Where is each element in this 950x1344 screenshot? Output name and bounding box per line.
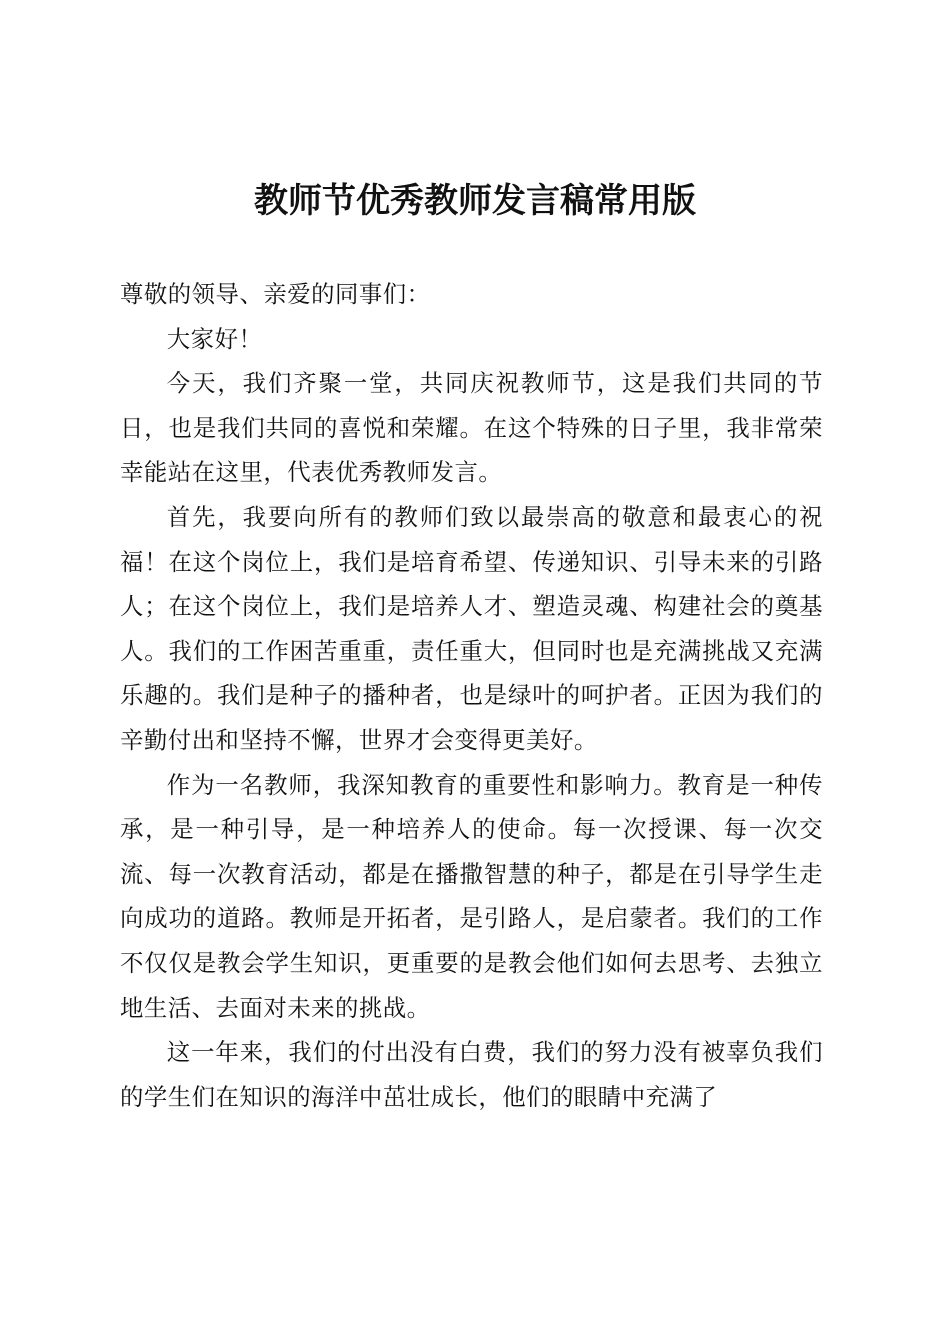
paragraph-education: 作为一名教师，我深知教育的重要性和影响力。教育是一种传承，是一种引导，是一种培养人的使命。每一次授课、每一次交流、每一次教育活动，都是在播撒智慧的种子，都是在引导学生走向成功的道路。教师是开拓者，是引路人，是启蒙者。我们的工作不仅仅是教会学生知识，更重要的是教会他们如何去思考、去独立地生活、去面对未来的挑战。 bbox=[120, 770, 823, 1022]
paragraph-intro: 今天，我们齐聚一堂，共同庆祝教师节，这是我们共同的节日，也是我们共同的喜悦和荣耀。在这个特殊的日子里，我非常荣幸能站在这里，代表优秀教师发言。 bbox=[120, 369, 823, 487]
salutation: 尊敬的领导、亲爱的同事们： bbox=[120, 280, 431, 308]
document-title: 教师节优秀教师发言稿常用版 bbox=[254, 181, 696, 221]
paragraph-achievements: 这一年来，我们的付出没有白费，我们的努力没有被辜负我们的学生们在知识的海洋中茁壮成长，他们的眼睛中充满了 bbox=[120, 1038, 823, 1111]
paragraph-respect: 首先，我要向所有的教师们致以最崇高的敬意和最衷心的祝福！在这个岗位上，我们是培育希望、传递知识、引导未来的引路人；在这个岗位上，我们是培养人才、塑造灵魂、构建社会的奠基人。我们的工作困苦重重，责任重大，但同时也是充满挑战又充满乐趣的。我们是种子的播种者，也是绿叶的呵护者。正因为我们的辛勤付出和坚持不懈，世界才会变得更美好。 bbox=[120, 502, 823, 754]
paragraph-greeting: 大家好！ bbox=[166, 324, 263, 353]
document-body bbox=[120, 272, 823, 1119]
